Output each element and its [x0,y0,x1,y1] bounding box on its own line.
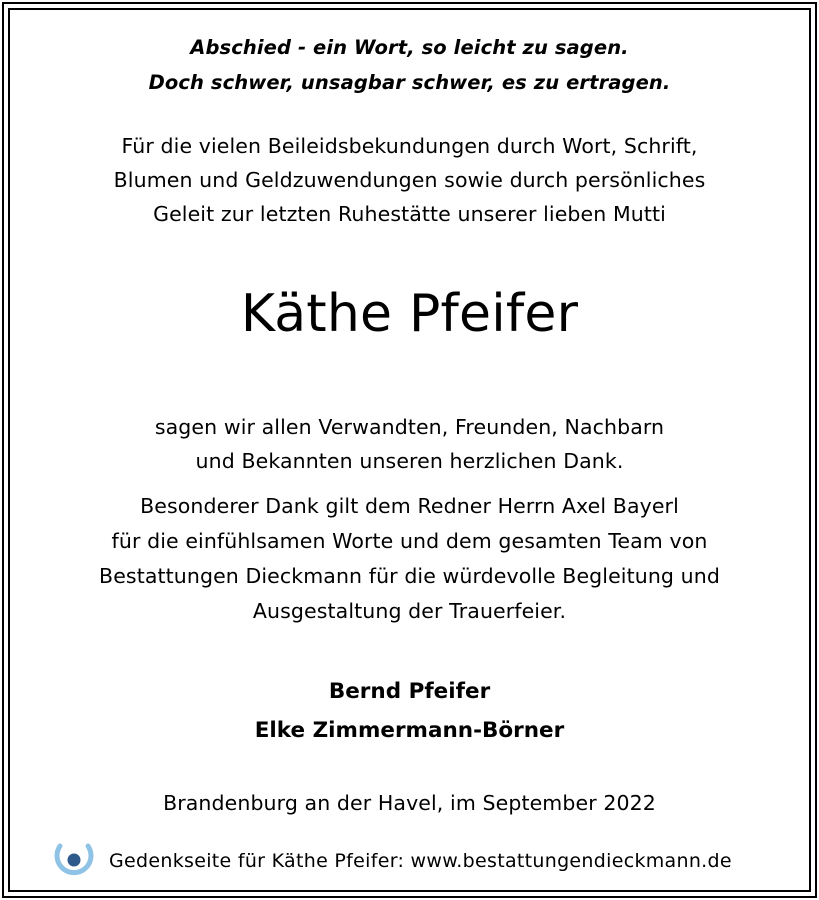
dieckmann-logo-icon [52,839,96,883]
footer [52,838,732,884]
motto-line-2: Doch schwer, unsagbar schwer, es zu ertragen. [148,71,671,94]
intro-line-2: Blumen und Geldzuwendungen sowie durch persönliches [113,168,706,192]
intro-line-3: Geleit zur letzten Ruhestätte unserer lieben Mutti [153,202,666,226]
motto-line-1: Abschied - ein Wort, so leicht zu sagen. [190,36,629,59]
special-thanks-line-4: Ausgestaltung der Trauerfeier. [252,599,567,623]
special-thanks-line-2: für die einfühlsamen Worte und dem gesamten Team von [111,529,708,553]
deceased-name: Käthe Pfeifer [240,284,579,344]
place-date: Brandenburg an der Havel, im September 2022 [163,791,656,815]
thanks-line-1: sagen wir allen Verwandten, Freunden, Nachbarn [154,415,665,439]
thanks-line-2: und Bekannten unseren herzlichen Dank. [195,449,624,473]
special-thanks-line-3: Bestattungen Dieckmann für die würdevolle Begleitung und [99,564,720,588]
signer-1: Bernd Pfeifer [328,679,491,704]
special-thanks-line-1: Besonderer Dank gilt dem Redner Herrn Axel Bayerl [140,494,679,518]
memorial-page-link[interactable]: Gedenkseite für Käthe Pfeifer: www.bestattungendieckmann.de [109,850,732,872]
signer-2: Elke Zimmermann-Börner [254,718,565,743]
intro-line-1: Für die vielen Beileidsbekundungen durch Wort, Schrift, [121,134,698,158]
